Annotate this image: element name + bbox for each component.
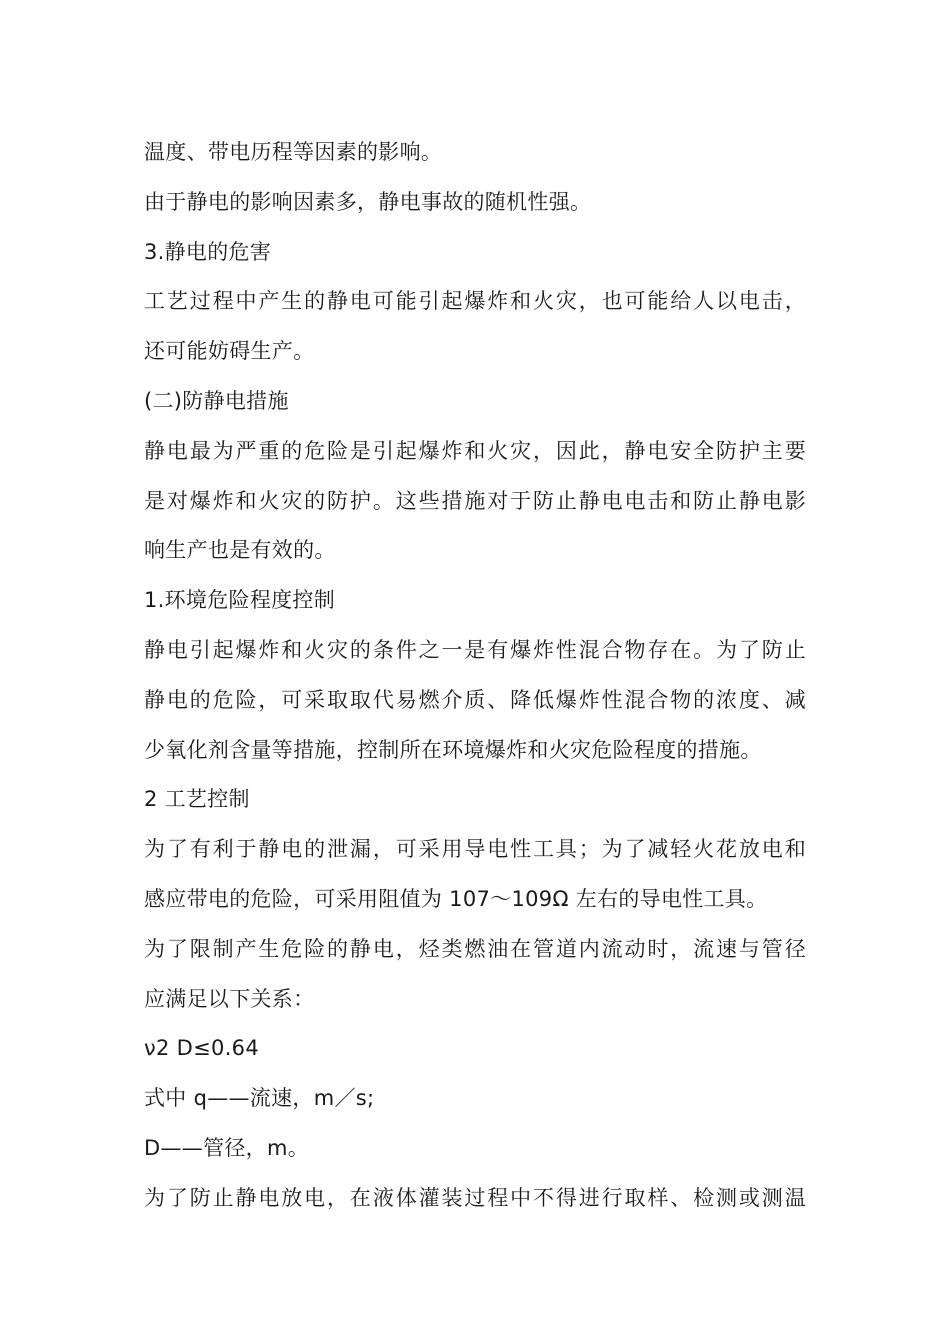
- text-line: 1.环境危险程度控制: [144, 588, 336, 613]
- text-line: 感应带电的危险，可采用阻值为 107～109Ω 左右的导电性工具。: [144, 886, 768, 911]
- text-line: 静电的危险，可采取取代易燃介质、降低爆炸性混合物的浓度、减: [144, 687, 806, 712]
- text-line: 由于静电的影响因素多，静电事故的随机性强。: [144, 189, 592, 214]
- text-line: (二)防静电措施: [144, 388, 289, 413]
- text-line: 工艺过程中产生的静电可能引起爆炸和火灾，也可能给人以电击，: [144, 289, 806, 314]
- document-body: [144, 128, 814, 1224]
- text-line: 是对爆炸和火灾的防护。这些措施对于防止静电电击和防止静电影: [144, 488, 806, 513]
- text-line: 响生产也是有效的。: [144, 538, 336, 563]
- text-line: 3.静电的危害: [144, 239, 272, 264]
- text-line: 为了限制产生危险的静电，烃类燃油在管道内流动时，流速与管径: [144, 936, 806, 961]
- text-line: 还可能妨碍生产。: [144, 339, 315, 364]
- text-line: 式中 q——流速，m／s;: [144, 1086, 375, 1111]
- text-line: 为了防止静电放电，在液体灌装过程中不得进行取样、检测或测温: [144, 1185, 806, 1210]
- text-line: 静电引起爆炸和火灾的条件之一是有爆炸性混合物存在。为了防止: [144, 637, 806, 662]
- text-line: 为了有利于静电的泄漏，可采用导电性工具；为了减轻火花放电和: [144, 837, 806, 862]
- text-line: 2 工艺控制: [144, 787, 250, 812]
- text-line: 温度、带电历程等因素的影响。: [144, 140, 443, 164]
- text-line: 静电最为严重的危险是引起爆炸和火灾，因此，静电安全防护主要: [144, 438, 806, 463]
- text-line: 应满足以下关系：: [144, 986, 315, 1011]
- text-line: ν2 D≤0.64: [144, 1036, 259, 1061]
- text-line: D——管径，m。: [144, 1135, 310, 1160]
- text-line: 少氧化剂含量等措施，控制所在环境爆炸和火灾危险程度的措施。: [144, 737, 762, 762]
